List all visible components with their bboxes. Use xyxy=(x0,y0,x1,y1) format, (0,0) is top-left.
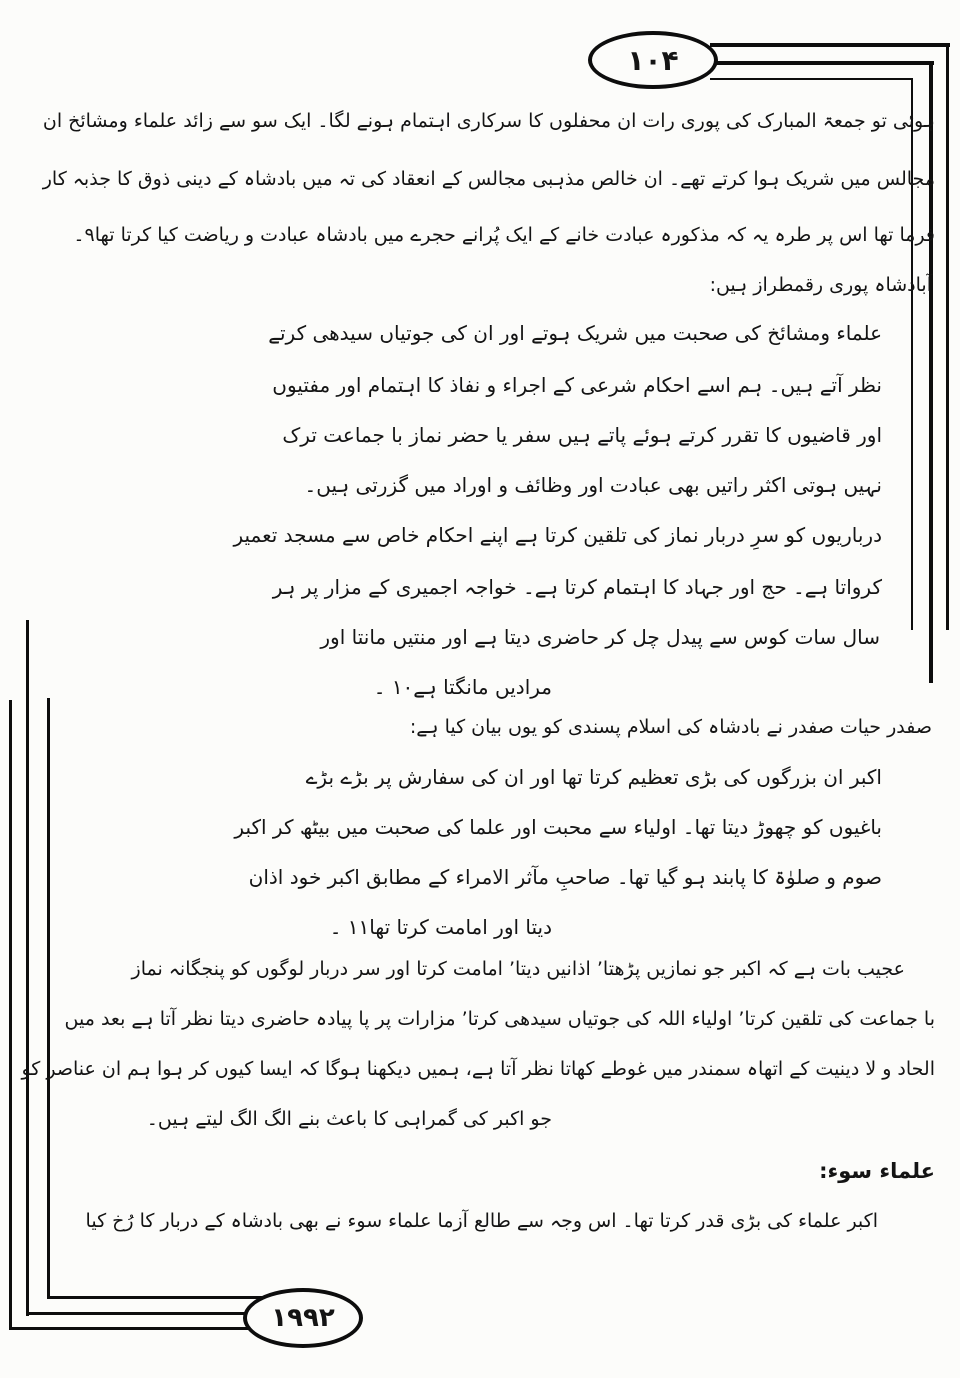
frame-left-inner-line xyxy=(47,698,50,1299)
frame-top-inner-line xyxy=(710,78,913,80)
text-line: فرما تھا اس پر طرہ یہ کہ مذکورہ عبادت خانے کے ایک پُرانے حجرے میں بادشاہ عبادت و ریاضت کیا کرتا تھا۹۔ xyxy=(73,224,935,246)
text-line: الحاد و لا دینیت کے اتھاہ سمندر میں غوطے کھاتا نظر آتا ہے، ہمیں دیکھنا ہوگا کہ ایسا کیوں کر ہوا ہم ان عناصر کو xyxy=(21,1058,935,1080)
quote-line: نظر آتے ہیں۔ ہم اسے احکام شرعی کے اجراء و نفاذ کا اہتمام اور مفتیوں xyxy=(272,373,882,397)
text-line: اکبر علماء کی بڑی قدر کرتا تھا۔ اس وجہ سے طالع آزما علماء سوء نے بھی بادشاہ کے دربار کا رُخ کیا xyxy=(85,1210,878,1232)
frame-top-middle-line xyxy=(710,61,934,65)
frame-left-middle-line xyxy=(26,620,29,1316)
frame-right-middle-line xyxy=(929,61,933,683)
text-line: ہوئی تو جمعۃ المبارک کی پوری رات ان محفلوں کا سرکاری اہتمام ہونے لگا۔ ایک سو سے زائد علماء ومشائخ ان xyxy=(42,110,935,132)
text-line: مجالس میں شریک ہوا کرتے تھے۔ ان خالص مذہبی مجالس کے انعقاد کی تہ میں بادشاہ کے دینی ذوق کا جذبہ کار xyxy=(42,168,935,190)
quote-line: دیتا اور امامت کرتا تھا۱۱ ۔ xyxy=(329,915,552,939)
page-number-ornament-top xyxy=(588,31,718,89)
quote-line: کرواتا ہے۔ حج اور جہاد کا اہتمام کرتا ہے۔ خواجہ اجمیری کے مزار پر ہر xyxy=(272,575,882,599)
frame-bottom-inner-line xyxy=(47,1296,262,1299)
page-number-ornament-bottom xyxy=(243,1288,363,1348)
text-line: جو اکبر کی گمراہی کا باعث بنے الگ الگ لیتے ہیں۔ xyxy=(146,1108,552,1130)
quote-line: مرادیں مانگتا ہے۱۰ ۔ xyxy=(373,675,552,699)
page-number-bottom: ۱۹۹۲ xyxy=(271,1303,335,1333)
frame-right-outer-line xyxy=(946,43,949,630)
text-line: با جماعت کی تلقین کرتا’ اولیاء اللہ کی جوتیاں سیدھی کرتا’ مزارات پر پا پیادہ حاضری دیتا نظر آتا ہے بعد میں xyxy=(64,1008,935,1030)
quote-line: علماء ومشائخ کی صحبت میں شریک ہوتے اور ان کی جوتیاں سیدھی کرتے xyxy=(268,321,882,345)
section-heading: علماء سوء: xyxy=(819,1159,935,1183)
quote-line: اور قاضیوں کا تقرر کرتے ہوئے پاتے ہیں سفر یا حضر نماز با جماعت ترک xyxy=(282,423,882,447)
quote-line: باغیوں کو چھوڑ دیتا تھا۔ اولیاء سے محبت اور علما کی صحبت میں بیٹھ کر اکبر xyxy=(234,815,882,839)
quote-line: سال سات کوس سے پیدل چل کر حاضری دیتا ہے اور منتیں مانتا اور xyxy=(320,625,880,649)
quote-line: اکبر ان بزرگوں کی بڑی تعظیم کرتا تھا اور ان کی سفارش پر بڑے بڑے xyxy=(305,765,882,789)
text-line: آبادشاہ پوری رقمطراز ہیں: xyxy=(709,274,932,296)
frame-left-outer-line xyxy=(9,700,12,1330)
quote-line: صوم و صلوٰۃ کا پابند ہو گیا تھا۔ صاحبِ مآثر الامراء کے مطابق اکبر خود اذان xyxy=(248,865,882,889)
quote-line: درباریوں کو سرِ دربار نماز کی تلقین کرتا ہے اپنے احکام خاص سے مسجد تعمیر xyxy=(233,523,882,547)
text-line: عجیب بات ہے کہ اکبر جو نمازیں پڑھتا’ اذانیں دیتا’ امامت کرتا اور سر دربار لوگوں کو پنجگانہ نماز xyxy=(131,958,905,980)
text-line: صفدر حیات صفدر نے بادشاہ کی اسلام پسندی کو یوں بیان کیا ہے: xyxy=(409,716,932,738)
page-number-top: ۱۰۴ xyxy=(627,43,679,77)
frame-top-outer-line xyxy=(710,43,950,47)
quote-line: نہیں ہوتی اکثر راتیں بھی عبادت اور وظائف و اوراد میں گزرتی ہیں۔ xyxy=(304,473,882,497)
